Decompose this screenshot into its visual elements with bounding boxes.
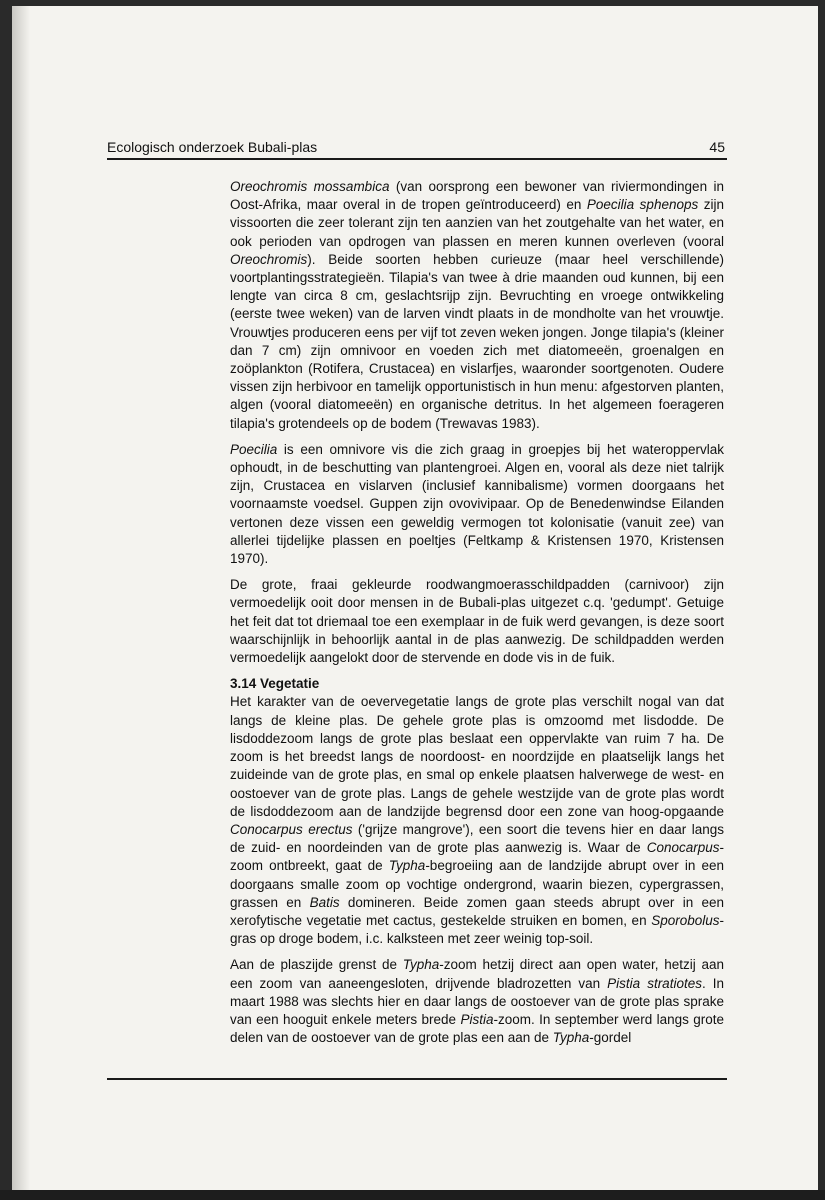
- text-run: -begroeiing aan de landzijde abrupt over in een doorgaans smalle zoom op vochtige ondergrond, waarin biezen, cypergrassen, grassen en: [230, 858, 725, 910]
- text-run: De grote, fraai gekleurde roodwangmoerasschildpadden (carnivoor) zijn vermoedelijk ooit door mensen in de Bubali-plas uitgezet c.q. 'gedumpt'. Getuige het feit dat tot driemaal toe een exemplaar in de fuik werd gevangen, is deze soort waarschijnlijk in behoorlijk aantal in de plas aanwezig. De schildpadden werden vermoedelijk aangelokt door de stervende en dode vis in de fuik.: [230, 577, 724, 666]
- section-heading: 3.14 Vegetatie: [230, 676, 320, 692]
- text-run: -zoom ontbreekt, gaat de: [230, 840, 724, 874]
- italic-term: Poecilia sphenops: [586, 197, 699, 213]
- paragraph-vegetation-1: [230, 693, 724, 948]
- text-run: Het karakter van de oevervegetatie langs de grote plas verschilt nogal van dat langs de kleine plas. De gehele grote plas is omzoomd met lisdodde. De lisdoddezoom langs de grote plas beslaat een oppervlakte van ruim 7 ha. De zoom is het breedst langs de noordoost- en noordzijde en plaatselijk langs het zuideinde van de grote plas, en smal op enkele plaatsen halverwege de west- en oostoever van de grote plas. Langs de gehele westzijde van de grote plas wordt de lisdoddezoom aan de landzijde begrensd door een zone van hoog-opgaande: [230, 694, 724, 819]
- page-gutter-shadow: [12, 6, 30, 1190]
- italic-term: Poecilia: [230, 441, 278, 457]
- text-run: zijn vissoorten die zeer tolerant zijn ten aanzien van het zoutgehalte van het water, en ook perioden van opdrogen van plassen en meren kunnen overleven (vooral: [230, 197, 724, 249]
- italic-term: Oreochromis: [230, 251, 308, 267]
- italic-term: Batis: [309, 894, 340, 910]
- italic-term: Pistia: [460, 1011, 494, 1027]
- paragraph-poecilia: [230, 441, 724, 568]
- text-run: domineren. Beide zomen gaan steeds abrupt over in een xerofytische vegetatie met cactus, gestekelde struiken en bomen, en: [230, 894, 724, 928]
- italic-term: Typha: [402, 957, 440, 973]
- paragraph-turtles: [230, 576, 724, 667]
- italic-term: Sporobolus: [651, 912, 720, 928]
- italic-term: Typha: [388, 858, 426, 874]
- text-run: is een omnivore vis die zich graag in groepjes bij het wateroppervlak ophoudt, in de beschutting van plantengroei. Algen en, vooral als deze niet talrijk zijn, Crustacea en vislarven (inclusief kannibalisme) vormen doorgaans het voornaamste voedsel. Guppen zijn ovovivipaar. Op de Benedenwindse Eilanden vertonen deze vissen een geweldig vermogen tot kolonisatie (vanuit zee) van allerlei tijdelijke plassen en poeltjes (Feltkamp & Kristensen 1970, Kristensen 1970).: [230, 441, 724, 567]
- body-text: [230, 178, 724, 1055]
- text-run: -zoom. In september werd langs grote delen van de oostoever van de grote plas een aan de: [230, 1011, 725, 1046]
- text-run: Aan de plaszijde grenst de: [230, 957, 403, 973]
- header-title: Ecologisch onderzoek Bubali-plas: [107, 139, 318, 155]
- italic-term: Conocarpus erectus: [230, 821, 353, 837]
- document-page: [12, 6, 818, 1190]
- text-run: -gordel: [589, 1030, 632, 1046]
- text-run: -zoom hetzij direct aan open water, hetzij aan een zoom van aaneengesloten, drijvende bladrozetten van: [230, 957, 724, 991]
- italic-term: Typha: [552, 1030, 590, 1046]
- paragraph-tilapia: [230, 178, 724, 433]
- page-number: 45: [709, 139, 725, 155]
- text-run: -gras op droge bodem, i.c. kalksteen met zeer weinig top-soil.: [230, 912, 724, 947]
- text-run: . In maart 1988 was slechts hier en daar langs de oostoever van de grote plas sprake van een hooguit enkele meters brede: [230, 975, 724, 1027]
- running-header: [107, 134, 727, 160]
- italic-term: Pistia stratiotes: [607, 975, 702, 991]
- italic-term: Oreochromis mossambica: [230, 179, 390, 194]
- paragraph-vegetation-2: [230, 956, 724, 1047]
- text-run: (van oorsprong een bewoner van riviermondingen in Oost-Afrika, maar overal in de tropen geïntroduceerd) en: [230, 179, 724, 213]
- text-run: ). Beide soorten hebben curieuze (maar heel verschillende) voortplantingsstrategieën. Tilapia's van twee à drie maanden oud kunnen, bij een lengte van circa 8 cm, geslachtsrijp zijn. Bevruchting en vroege ontwikkeling (eerste twee weken) van de larven vindt plaats in de mondholte van het vrouwtje. Vrouwtjes produceren eens per vijf tot zeven weken jongen. Jonge tilapia's (kleiner dan 7 cm) zijn omnivoor en voeden zich met diatomeeën, groenalgen en zoöplankton (Rotifera, Crustacea) en vislarfjes, waaronder soortgenoten. Oudere vissen zijn herbivoor en tamelijk opportunistisch in hun menu: afgestorven planten, algen (vooral diatomeeën) en organische detritus. In het algemeen foerageren tilapia's grotendeels op de bodem (Trewavas 1983).: [230, 251, 724, 431]
- footer-rule: [107, 1078, 727, 1080]
- italic-term: Conocarpus: [646, 840, 720, 856]
- scan-bottom-edge: [0, 1190, 825, 1200]
- text-run: ('grijze mangrove'), een soort die tevens hier en daar langs de zuid- en noordeinden van de grote plas aanwezig is. Waar de: [230, 821, 724, 856]
